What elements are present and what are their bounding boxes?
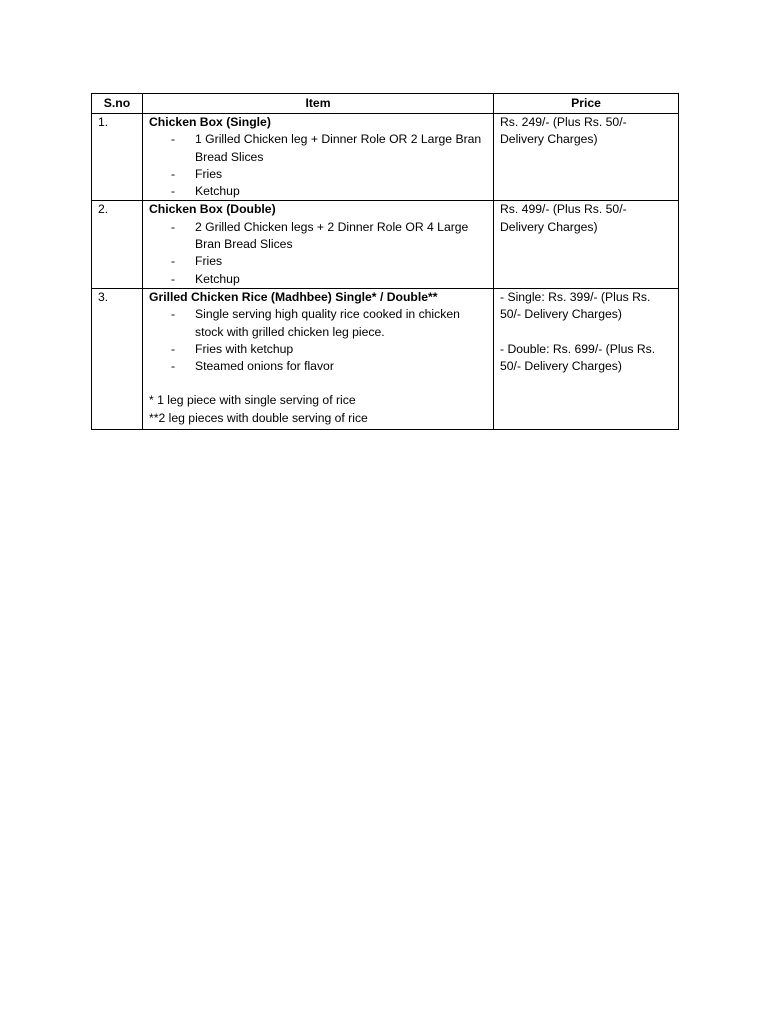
list-item [149,271,487,288]
list-item-text: 2 Grilled Chicken legs + 2 Dinner Role OR 4 Large Bran Bread Slices [195,219,469,252]
list-item-text: Single serving high quality rice cooked in chicken stock with grilled chicken leg piece. [195,307,460,339]
table-row [92,288,679,429]
row-sno: 3. [92,288,143,429]
row-price: Rs. 249/- (Plus Rs. 50/- Delivery Charges) [494,114,679,201]
row-item [143,114,494,201]
item-title: Grilled Chicken Rice (Madhbee) Single* / Double** [149,289,438,304]
header-price: Price [494,94,679,114]
list-item [149,183,487,200]
header-item: Item [143,94,494,114]
list-item-text: Fries with ketchup [195,341,294,356]
spacer [500,324,672,341]
row-item [143,201,494,288]
list-item [149,341,487,358]
bullet-dash: - [171,359,176,374]
list-item-text: Fries [195,166,223,181]
table-row [92,114,679,201]
footnote-double: **2 leg pieces with double serving of rice [149,410,368,425]
list-item-text: Fries [195,254,223,269]
spacer [149,375,487,392]
price-single: - Single: Rs. 399/- (Plus Rs. 50/- Delivery Charges) [500,289,651,322]
row-sno: 2. [92,201,143,288]
table-row [92,201,679,288]
bullet-dash: - [171,254,176,269]
item-title: Chicken Box (Double) [149,202,276,217]
bullet-dash: - [171,219,176,234]
item-bullet-list [149,306,487,375]
list-item-text: Ketchup [195,271,240,286]
footnote-single: * 1 leg piece with single serving of rice [149,393,356,408]
item-title: Chicken Box (Single) [149,115,271,129]
item-bullet-list [149,131,487,200]
price-double: - Double: Rs. 699/- (Plus Rs. 50/- Delivery Charges) [500,341,656,373]
row-price: Rs. 499/- (Plus Rs. 50/- Delivery Charges) [494,201,679,288]
menu-price-table [91,93,679,430]
table-header-row [92,94,679,114]
list-item-text: Ketchup [195,184,240,199]
list-item-text: Steamed onions for flavor [195,359,334,374]
bullet-dash: - [171,341,176,356]
list-item [149,219,487,254]
bullet-dash: - [171,132,176,147]
row-sno: 1. [92,114,143,201]
item-bullet-list [149,219,487,288]
list-item [149,306,487,341]
bullet-dash: - [171,271,176,286]
list-item [149,166,487,183]
list-item [149,131,487,166]
list-item [149,253,487,270]
bullet-dash: - [171,307,176,322]
row-price [494,288,679,429]
bullet-dash: - [171,184,176,199]
list-item [149,358,487,375]
bullet-dash: - [171,166,176,181]
list-item-text: 1 Grilled Chicken leg + Dinner Role OR 2 Large Bran Bread Slices [195,132,482,164]
header-sno: S.no [92,94,143,114]
row-item [143,288,494,429]
